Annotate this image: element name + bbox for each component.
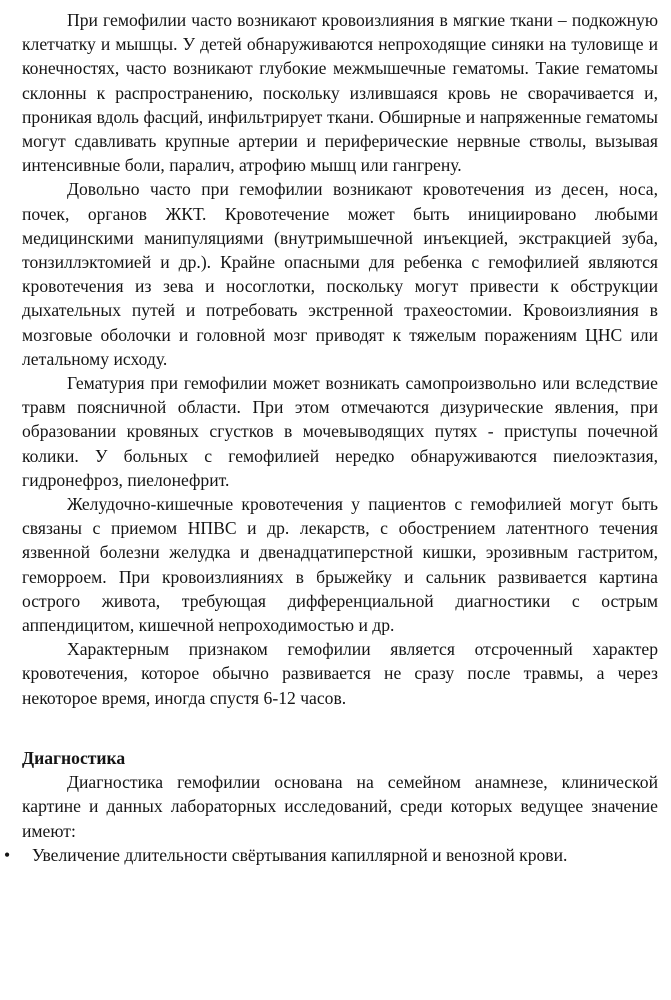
bullet-icon: • (4, 844, 11, 865)
paragraph-delayed-bleeding: Характерным признаком гемофилии является отсроченный характер кровотечения, которое обычно развивается не сразу после травмы, а через некоторое время, иногда спустя 6-12 часов. (22, 639, 658, 708)
paragraph-diagnostics-intro: Диагностика гемофилии основана на семейном анамнезе, клинической картине и данных лабораторных исследований, среди которых ведущее значение имеют: (22, 772, 658, 841)
paragraph-hematuria: Гематурия при гемофилии может возникать самопроизвольно или вследствие травм поясничной области. При этом отмечаются дизурические явления, при образовании кровяных сгустков в мочевыводящих путях - приступы почечной колики. У больных с гемофилией нередко обнаруживаются пиелоэктазия, гидронефроз, пиелонефрит. (22, 373, 658, 490)
paragraph-bleeding-sites: Довольно часто при гемофилии возникают кровотечения из десен, носа, почек, органов ЖКТ. Кровотечение может быть инициировано любыми медицинскими манипуляциями (внутримышечной инъекцией, экстракцией зуба, тонзиллэктомией и др.). Крайне опасными для ребенка с гемофилией являются кровотечения из зева и носоглотки, поскольку могут привести к обструкции дыхательных путей и потребовать экстренной трахеостомии. Кровоизлияния в мозговые оболочки и головной мозг приводят к тяжелым поражениям ЦНС или летальному исходу. (22, 179, 658, 369)
paragraph-soft-tissue-hemorrhage: При гемофилии часто возникают кровоизлияния в мягкие ткани – подкожную клетчатку и мышцы. У детей обнаруживаются непроходящие синяки на туловище и конечностях, часто возникают глубокие межмышечные гематомы. Такие гематомы склонны к распространению, поскольку излившаяся кровь не сворачивается и, проникая вдоль фасций, инфильтрирует ткани. Обширные и напряженные гематомы могут сдавливать крупные артерии и периферические нервные стволы, вызывая интенсивные боли, паралич, атрофию мышц или гангрену. (22, 10, 658, 176)
paragraph-gi-bleeding: Желудочно-кишечные кровотечения у пациентов с гемофилией могут быть связаны с приемом НПВС и др. лекарств, с обострением латентного течения язвенной болезни желудка и двенадцатиперстной кишки, эрозивным гастритом, геморроем. При кровоизлияниях в брыжейку и сальник развивается картина острого живота, требующая дифференциальной диагностики с острым аппендицитом, кишечной непроходимостью и др. (22, 494, 658, 636)
diagnostics-list (4, 843, 658, 867)
list-item-text: Увеличение длительности свёртывания капиллярной и венозной крови. (32, 844, 568, 865)
document-page (4, 8, 658, 867)
list-item (4, 843, 658, 867)
section-heading: Диагностика (22, 747, 126, 768)
